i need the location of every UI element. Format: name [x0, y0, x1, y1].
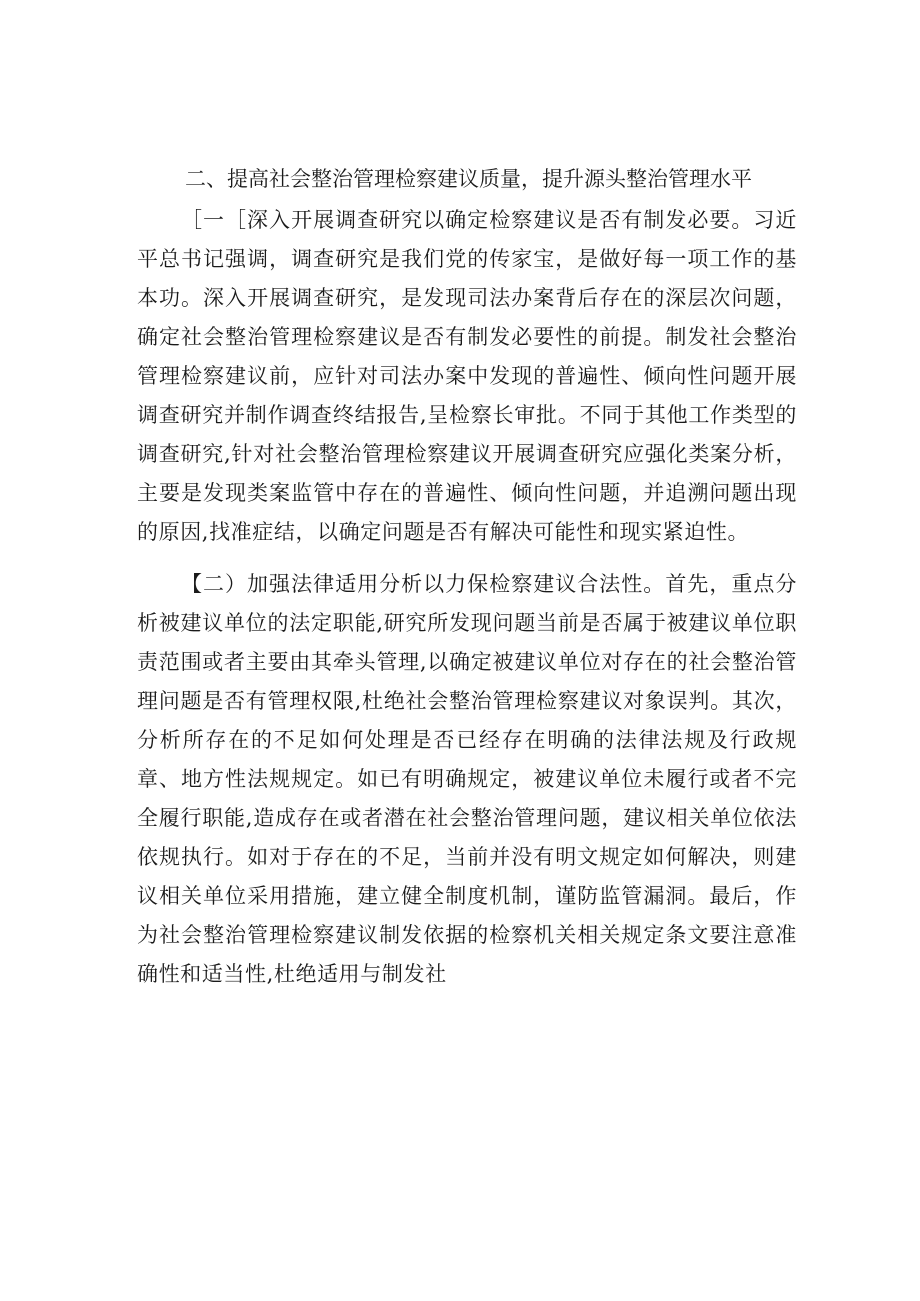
paragraph-legal-analysis: 【二）加强法律适用分析以力保检察建议合法性。首先，重点分析被建议单位的法定职能,研究所发现问题当前是否属于被建议单位职责范围或者主要由其牵头管理,以确定被建议单位对存在的社会整治管理问题是否有管理权限,杜绝社会整治管理检察建议对象误判。其次，分析所存在的不足如何处理是否已经存在明确的法律法规及行政规章、地方性法规规定。如已有明确规定，被建议单位未履行或者不完全履行职能,造成存在或者潜在社会整治管理问题，建议相关单位依法依规执行。如对于存在的不足，当前并没有明文规定如何解决，则建议相关单位采用措施，建立健全制度机制，谨防监管漏洞。最后，作为社会整治管理检察建议制发依据的检察机关相关规定条文要注意准确性和适当性,杜绝适用与制发社 [137, 572, 797, 986]
document-body [137, 160, 797, 994]
section-heading: 二、提高社会整治管理检察建议质量，提升源头整治管理水平 [185, 167, 752, 191]
paragraph-investigation-research: ［一［深入开展调查研究以确定检察建议是否有制发必要。习近平总书记强调，调查研究是我们党的传家宝，是做好每一项工作的基本功。深入开展调查研究，是发现司法办案背后存在的深层次问题，确定社会整治管理检察建议是否有制发必要性的前提。制发社会整治管理检察建议前，应针对司法办案中发现的普遍性、倾向性问题开展调查研究并制作调查终结报告,呈检察长审批。不同于其他工作类型的调查研究,针对社会整治管理检察建议开展调查研究应强化类案分析，主要是发现类案监管中存在的普遍性、倾向性问题，并追溯问题出现的原因,找准症结，以确定问题是否有解决可能性和现实紧迫性。 [137, 208, 797, 544]
